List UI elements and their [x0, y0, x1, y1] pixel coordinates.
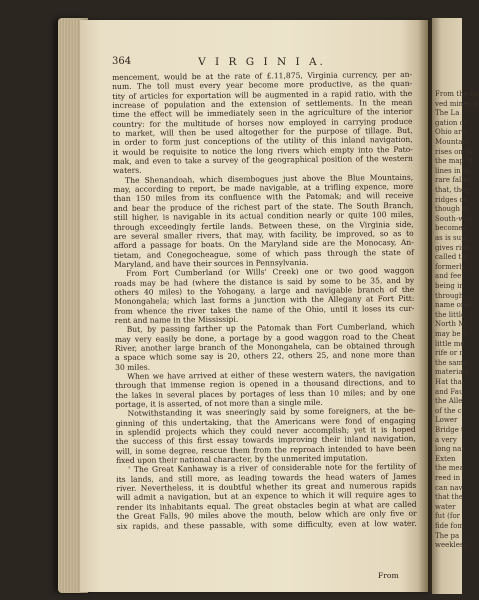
text-line: num. The toll must every year become more productive, as the quan-	[112, 79, 413, 92]
text-line: from whence the river takes the name of the Ohio, until it loses its cur-	[114, 303, 415, 316]
text-line: mak, and even to take a survey of the geographical position of the western	[112, 153, 413, 167]
facing-page-fragment: of the c	[435, 406, 462, 415]
facing-page-fragment: gives rise	[435, 243, 469, 252]
facing-page-fragment: Hat that	[435, 378, 465, 386]
facing-page-fragment: formerly	[435, 262, 466, 271]
facing-page-fragment: water	[435, 502, 456, 511]
text-line: fixed upon their national character, by the unmerited imputation.	[116, 453, 368, 466]
text-line: 30 miles.	[115, 362, 151, 372]
text-line: Monongahela; which last forms a junction with the Allegany at Fort Pitt:	[114, 294, 415, 307]
text-line: will, in some degree, rescue them from the reproach intended to have been	[115, 443, 416, 456]
facing-page-fragment: the Alle	[435, 397, 463, 406]
facing-page	[432, 18, 479, 594]
facing-page-fragment: becomes	[435, 224, 467, 233]
text-line: than 150 miles from its confluence with the Patomak; and will receive	[113, 191, 414, 204]
facing-page-fragment: through	[435, 291, 464, 300]
text-line: ginning of this undertaking, that the Americans were fond of engaging	[115, 415, 416, 428]
text-line: But, by passing farther up the Patomak than Fort Cumberland, which	[126, 322, 415, 335]
text-line: its lands, and still more, as leading towards the head waters of James	[116, 471, 417, 484]
text-line: From Fort Cumberland (or Wills' Creek) one or two good waggon	[126, 266, 415, 279]
text-line: to market, will then be used altogether for the purpose of tillage. But,	[112, 125, 413, 139]
text-line: ' The Great Kanhaway is a river of considerable note for the fertility of	[128, 462, 417, 475]
facing-page-fragment: North M	[435, 320, 466, 329]
facing-page-fragment: and feet	[435, 272, 465, 281]
facing-page-fragment: gation of	[435, 118, 467, 127]
text-line: tietam, and Conegocheague, some of which pass through the state of	[113, 247, 414, 260]
facing-page-fragment: ved mines o	[435, 99, 478, 108]
text-line: the success of this first essay towards improving their inland navigation,	[115, 434, 416, 447]
text-line: in order to form just conceptions of the utility of this inland navigation,	[112, 135, 413, 148]
text-line: The Shenandoah, which disembogues just above the Blue Mountains,	[125, 172, 414, 185]
text-line: through exceedingly fertile lands. Between these, on the Virginia side,	[113, 219, 414, 232]
facing-page-fragment: though m	[435, 205, 469, 214]
facing-page-fragment: The La	[435, 109, 460, 118]
text-line: afford a passage for boats. On the Maryland side are the Monocasy, An-	[113, 238, 414, 251]
facing-page-fragment: Exten	[435, 454, 456, 463]
text-line: Maryland, and have their sources in Pennsylvania.	[113, 257, 309, 269]
text-line: may very easily be done, a portage by a good waggon road to the Cheat	[114, 331, 415, 344]
text-line: mencement, would be at the rate of £.11,875, Virginia currency, per an-	[112, 69, 413, 82]
facing-page-fragment: called th	[435, 253, 466, 262]
text-line: portage, it is asserted, of not more than a single mile.	[115, 397, 323, 410]
facing-page-fragment: Ohio are	[435, 128, 466, 137]
facing-page-fragment: may be t	[435, 330, 466, 338]
facing-page-fragment: the little	[435, 310, 466, 319]
text-line: rent and name in the Mississipi.	[114, 314, 239, 325]
facing-page-fragment: long nar	[435, 445, 465, 454]
facing-page-fragment: Mountain	[435, 138, 470, 146]
facing-page-fragment: can nav	[435, 483, 463, 492]
text-line: increase of population and the extension of settlements. In the mean	[112, 97, 413, 111]
text-line: When we have arrived at either of these western waters, the navigation	[127, 368, 416, 381]
text-line: a space which some say is 20, others 22, others 25, and none more than	[114, 350, 416, 363]
text-line: in splendid projects which they could never accomplish; yet it is hoped	[115, 424, 416, 438]
facing-page-fragment: rife or n	[435, 349, 464, 358]
text-line: River, another large branch of the Monongahela, can be obtained through	[114, 340, 415, 353]
facing-page-fragment: being in	[435, 282, 464, 290]
facing-page-fragment: the map of	[435, 157, 474, 166]
catchword: From	[378, 571, 399, 580]
facing-page-fragment: materials	[435, 368, 469, 377]
facing-page-fragment: as is sup	[435, 234, 466, 242]
text-line: others 40 miles) to the Yohogany, a large and navigable branch of the	[114, 284, 415, 297]
text-line: render its inhabitants equal. The great obstacles begin at what are called	[116, 499, 417, 512]
running-title: V I R G I N I A.	[198, 56, 326, 68]
facing-page-fragment: the same	[435, 358, 468, 367]
facing-page-fragment: Lower	[435, 416, 458, 425]
text-line: still higher, is navigable in its actual condition nearly or quite 100 miles,	[113, 210, 414, 223]
text-line: the Great Falls, 90 miles above the mouth, below which are only five or	[116, 508, 417, 522]
facing-page-fragment: reed in	[435, 474, 461, 482]
facing-page-fragment: The pa	[435, 531, 460, 540]
facing-page-fragment: lines in th	[435, 166, 471, 175]
facing-page-fragment: South-wes	[435, 214, 472, 223]
facing-page-fragment: little me	[435, 339, 465, 348]
facing-page-fragment: the mea	[435, 464, 464, 473]
facing-page-fragment: name one	[435, 301, 470, 310]
body-text	[112, 70, 417, 531]
text-line: are several smaller rivers, that may, with facility, be improved, so as to	[113, 228, 414, 241]
page-number: 364	[112, 56, 132, 67]
facing-page-fragment: fide fom	[435, 522, 464, 530]
facing-page-fragment: a very	[435, 435, 457, 444]
text-line: time the effect will be immediately seen in the agriculture of the interior	[112, 107, 413, 120]
text-line: Notwithstanding it was sneeringly said by some foreigners, at the be-	[127, 406, 416, 419]
text-line: may, according to report, be made navigable, at a trifling expence, more	[113, 181, 414, 195]
text-line: through that immense region is opened in a thousand directions, and to	[115, 378, 416, 391]
text-line: the lakes in several places by portages of less than 10 miles; and by one	[115, 387, 416, 400]
facing-page-fragment: From the fal	[435, 90, 479, 98]
text-line: and bear the produce of the richest part of the state. The South Branch,	[113, 200, 414, 213]
facing-page-fragment: and Fau	[435, 387, 464, 396]
text-line: country: for the multitude of horses now employed in carrying produce	[112, 116, 413, 129]
facing-page-fragment: rare fallin	[435, 176, 471, 185]
text-line: it would be requisite to notice the long rivers which empty into the Pato-	[112, 144, 413, 157]
facing-page-fragment: Bridge t	[435, 426, 464, 434]
text-line: waters.	[112, 166, 142, 176]
text-line: tity of articles for exportation will be augmented in a rapid ratio, with the	[112, 88, 413, 101]
facing-page-fragment: that the	[435, 493, 463, 502]
facing-page-fragment: weekless	[435, 541, 468, 550]
facing-page-fragment: rises on th	[435, 147, 473, 156]
text-line: roads may be had (where the distance is said by some to be 35, and by	[114, 275, 415, 288]
text-line: will admit a navigation, but at an expence to which it will require ages to	[116, 490, 417, 503]
facing-page-fragment: that, they	[435, 186, 470, 194]
text-line: river. Nevertheless, it is doubtful whether its great and numerous rapids	[116, 480, 417, 494]
text-line: six rapids, and these passable, with some difficulty, even at low water.	[116, 518, 417, 531]
facing-page-fragment: ridges or	[435, 195, 468, 204]
facing-page-fragment: fut (for	[435, 512, 461, 521]
